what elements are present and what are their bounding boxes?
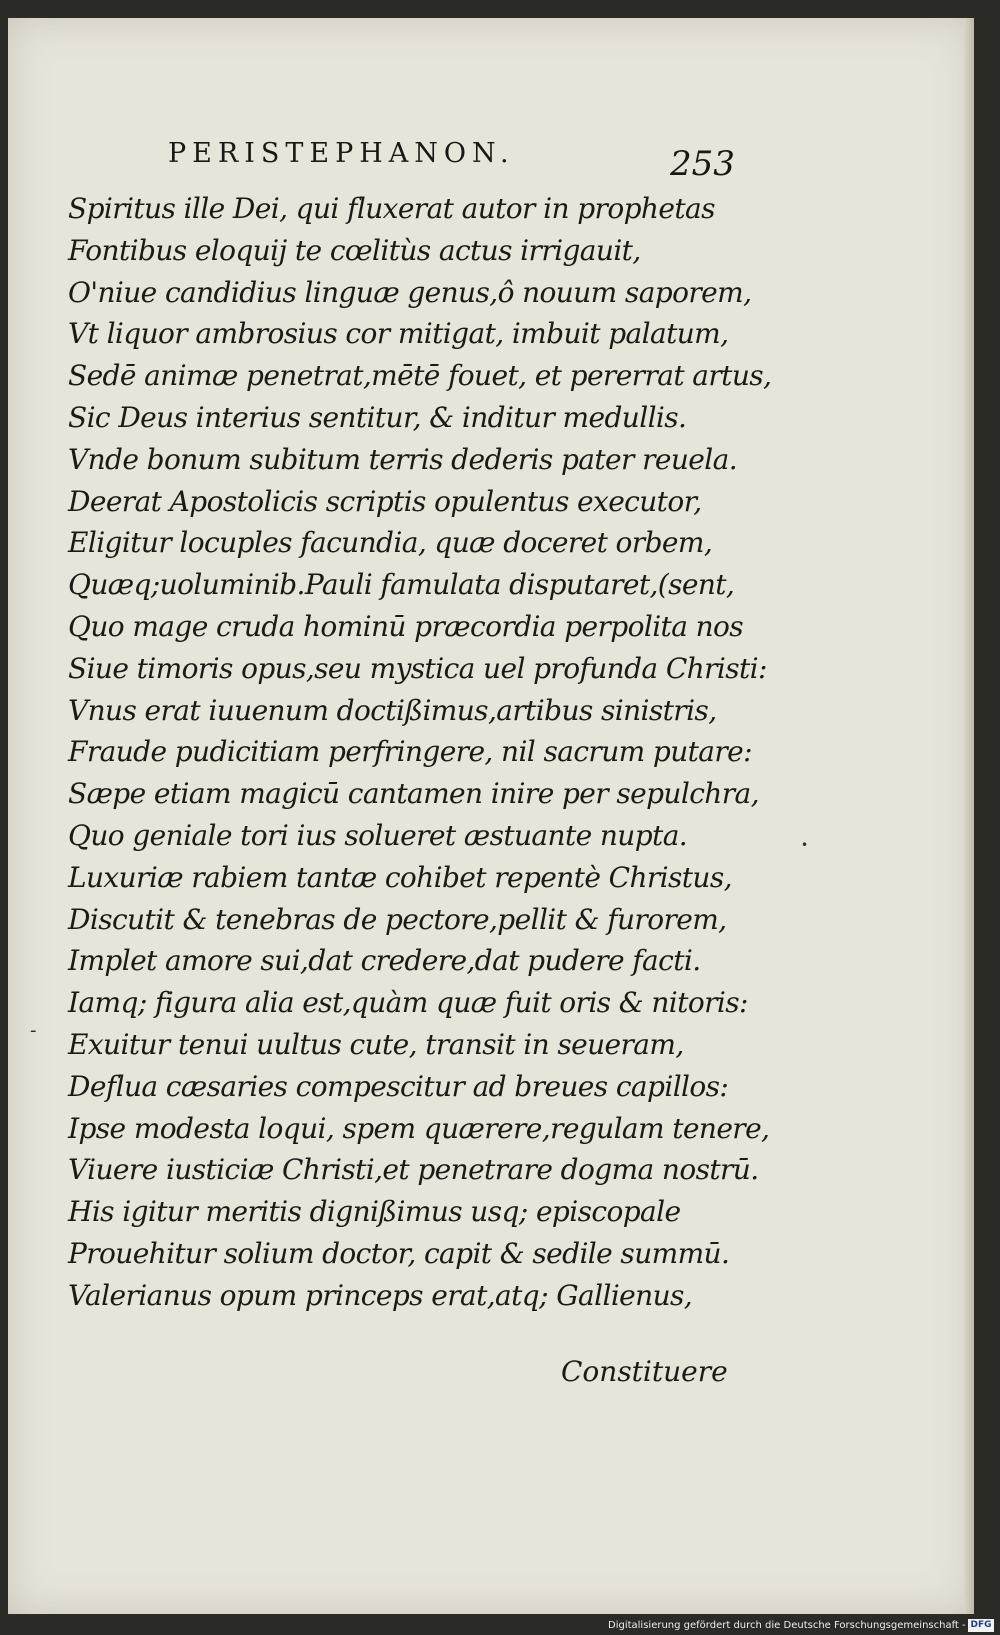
digitization-credit: Digitalisierung gefördert durch die Deutsche Forschungsgemeinschaft - [608, 1620, 966, 1631]
verse-line: Ipse modesta loqui, spem quærere,regulam tenere, [68, 1111, 770, 1145]
verse-line: Quæq;uoluminib.Pauli famulata disputaret,(sent, [68, 568, 735, 602]
verse-line: Discutit & tenebras de pectore,pellit & furorem, [68, 902, 727, 936]
margin-dash-mark: - [30, 1020, 37, 1041]
verse-line: Vnde bonum subitum terris dederis pater reuela. [68, 442, 738, 476]
verse-line: Sæpe etiam magicū cantamen inire per sepulchra, [68, 777, 759, 811]
verse-line: Deflua cæsaries compescitur ad breues capillos: [68, 1069, 729, 1103]
verse-line: Exuitur tenui uultus cute, transit in seueram, [68, 1027, 684, 1061]
verse-line: Viuere iusticiæ Christi,et penetrare dogma nostrū. [68, 1153, 759, 1187]
verse-line: Deerat Apostolicis scriptis opulentus executor, [68, 484, 702, 518]
verse-line: Quo mage cruda hominū præcordia perpolita nos [68, 609, 744, 643]
verse-line: Vnus erat iuuenum doctißimus,artibus sinistris, [68, 693, 717, 727]
verse-line: Eligitur locuples facundia, quæ doceret orbem, [68, 526, 713, 560]
catchword: Constituere [561, 1355, 728, 1388]
verse-line: Spiritus ille Dei, qui fluxerat autor in prophetas [68, 192, 715, 225]
verse-line: Valerianus opum princeps erat,atq; Gallienus, [68, 1278, 693, 1312]
verse-line: Prouehitur solium doctor, capit & sedile summū. [68, 1236, 730, 1270]
verse-line: Fontibus eloquij te cœlitùs actus irrigauit, [68, 233, 641, 267]
verse-line: O'niue candidius linguæ genus,ô nouum saporem, [68, 275, 752, 309]
margin-speck-mark: • [801, 838, 809, 852]
verse-line: Iamq; figura alia est,quàm quæ fuit oris & nitoris: [68, 986, 748, 1020]
verse-line: Sedē animæ penetrat,mētē fouet, et pererrat artus, [68, 359, 772, 393]
page-edge [964, 18, 974, 1614]
verse-line: Luxuriæ rabiem tantæ cohibet repentè Christus, [68, 860, 732, 894]
dfg-logo: DFG [968, 1619, 994, 1632]
verse-line: Siue timoris opus,seu mystica uel profunda Christi: [68, 651, 767, 685]
running-title: PERISTEPHANON. [168, 138, 515, 169]
verse-line: Quo geniale tori ius solueret æstuante nupta. [68, 818, 688, 852]
verse-line: His igitur meritis dignißimus usq; episcopale [68, 1195, 681, 1229]
verse-line: Sic Deus interius sentitur, & inditur medullis. [68, 400, 687, 434]
book-page [8, 18, 974, 1614]
page-number: 253 [670, 144, 735, 184]
verse-block [68, 188, 772, 1317]
verse-line: Fraude pudicitiam perfringere, nil sacrum putare: [68, 735, 752, 769]
verse-line: Implet amore sui,dat credere,dat pudere facti. [68, 944, 701, 978]
verse-line: Vt liquor ambrosius cor mitigat, imbuit palatum, [68, 317, 729, 351]
